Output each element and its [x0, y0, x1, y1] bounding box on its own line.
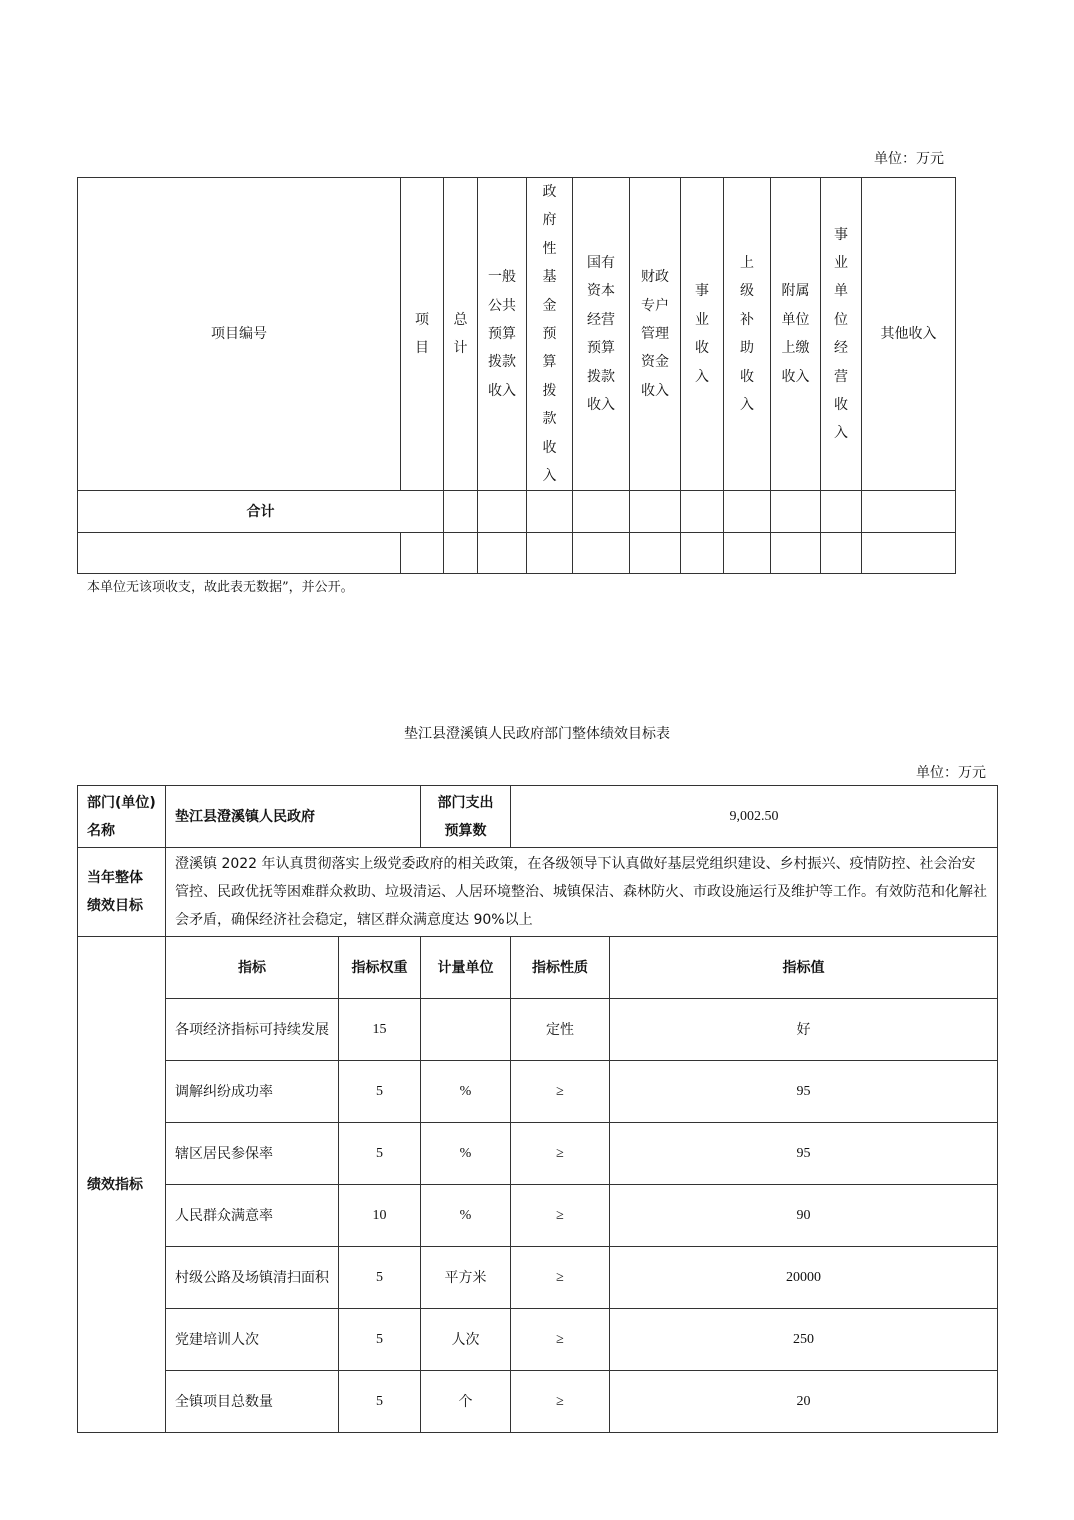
table-cell	[573, 491, 630, 533]
table-row	[78, 1123, 998, 1185]
indicator-name: 人民群众满意率	[166, 1185, 339, 1247]
header-line: 财政	[641, 269, 669, 286]
table-cell	[478, 491, 527, 533]
header-line: 目	[415, 340, 429, 357]
table1-header-cell	[444, 178, 478, 491]
indicator-nature: ≥	[511, 1371, 610, 1433]
header-line: 项目编号	[211, 326, 267, 343]
indicator-value: 20	[610, 1371, 998, 1433]
header-line: 计	[453, 340, 468, 357]
table1-header-cell	[862, 178, 956, 491]
performance-goal-table	[77, 785, 998, 1433]
header-line: 助	[740, 340, 754, 357]
table1-header-cell	[478, 178, 527, 491]
table-cell	[444, 533, 478, 574]
indicator-unit: 个	[421, 1371, 511, 1433]
header-line: 专户	[641, 297, 669, 314]
table1-header-cell	[401, 178, 444, 491]
indicator-value: 95	[610, 1123, 998, 1185]
indicator-unit: %	[421, 1123, 511, 1185]
header-line: 经营	[587, 311, 615, 328]
table-row	[78, 1061, 998, 1123]
column-header: 指标性质	[511, 937, 610, 999]
header-line: 基	[542, 269, 557, 286]
indicator-weight: 5	[339, 1123, 421, 1185]
header-line: 事	[695, 283, 709, 300]
header-line: 经	[834, 340, 848, 357]
table-row	[78, 999, 998, 1061]
header-line: 性	[542, 240, 557, 257]
indicator-unit	[421, 999, 511, 1061]
table-cell	[527, 491, 573, 533]
table1-header-cell	[573, 178, 630, 491]
income-table	[77, 177, 956, 574]
indicator-name: 辖区居民参保率	[166, 1123, 339, 1185]
indicator-name: 调解纠纷成功率	[166, 1061, 339, 1123]
header-line: 事	[834, 226, 848, 243]
table1-unit-label: 单位：万元	[874, 151, 944, 167]
header-line: 收入	[641, 382, 669, 399]
dept-row	[78, 786, 998, 848]
header-line: 收入	[488, 382, 516, 399]
indicator-value: 20000	[610, 1247, 998, 1309]
column-header: 计量单位	[421, 937, 511, 999]
table-cell	[630, 533, 681, 574]
header-line: 拨款	[587, 368, 615, 385]
indicator-name: 村级公路及场镇清扫面积	[166, 1247, 339, 1309]
indicator-nature: ≥	[511, 1247, 610, 1309]
header-line: 上缴	[781, 340, 810, 357]
goal-label: 当年整体绩效目标	[78, 848, 166, 937]
table-row	[78, 1247, 998, 1309]
indicator-nature: ≥	[511, 1123, 610, 1185]
table1-header-cell	[681, 178, 724, 491]
header-line: 附属	[781, 283, 810, 300]
header-line: 收	[740, 368, 754, 385]
indicator-nature: 定性	[511, 999, 610, 1061]
table1-empty-row	[78, 533, 956, 574]
header-line: 预算	[587, 340, 615, 357]
indicator-weight: 5	[339, 1309, 421, 1371]
table-cell	[681, 491, 724, 533]
header-line: 级	[740, 283, 754, 300]
header-line: 管理	[641, 326, 669, 343]
column-header: 指标	[166, 937, 339, 999]
table1-header-row	[78, 178, 956, 491]
indicator-header-row	[78, 937, 998, 999]
header-line: 政	[542, 184, 557, 200]
indicator-nature: ≥	[511, 1309, 610, 1371]
indicator-name: 各项经济指标可持续发展	[166, 999, 339, 1061]
indicator-name: 党建培训人次	[166, 1309, 339, 1371]
budget-value: 9,002.50	[511, 786, 998, 848]
indicator-unit: %	[421, 1061, 511, 1123]
table-cell	[444, 491, 478, 533]
table-cell	[478, 533, 527, 574]
table-cell	[573, 533, 630, 574]
indicator-unit: 平方米	[421, 1247, 511, 1309]
table-row	[78, 1309, 998, 1371]
indicator-name: 全镇项目总数量	[166, 1371, 339, 1433]
table2-title: 垫江县澄溪镇人民政府部门整体绩效目标表	[404, 726, 670, 742]
header-line: 拨	[542, 382, 557, 399]
table-cell	[862, 533, 956, 574]
header-line: 收	[542, 439, 557, 456]
header-line: 款	[542, 411, 557, 428]
header-line: 府	[542, 212, 557, 229]
table-cell	[862, 491, 956, 533]
table1-header-cell	[630, 178, 681, 491]
indicator-weight: 5	[339, 1371, 421, 1433]
goal-row	[78, 848, 998, 937]
header-line: 收入	[587, 397, 615, 414]
indicator-value: 95	[610, 1061, 998, 1123]
header-line: 收入	[781, 368, 810, 385]
table-cell	[771, 533, 821, 574]
table1-header-cell	[78, 178, 401, 491]
header-line: 公共	[488, 297, 516, 314]
dept-name: 垫江县澄溪镇人民政府	[166, 786, 421, 848]
table-cell	[724, 491, 771, 533]
header-line: 单	[834, 283, 848, 300]
table1-header-cell	[724, 178, 771, 491]
header-line: 金	[542, 297, 557, 314]
column-header: 指标权重	[339, 937, 421, 999]
header-line: 国有	[587, 255, 615, 272]
header-line: 资金	[641, 354, 669, 371]
header-line: 预算	[488, 326, 516, 343]
indicator-unit: 人次	[421, 1309, 511, 1371]
table2-unit-label: 单位：万元	[916, 765, 986, 781]
header-line: 总	[453, 311, 468, 328]
table-row	[78, 1371, 998, 1433]
header-line: 补	[740, 311, 754, 328]
header-line: 业	[834, 255, 848, 272]
header-line: 营	[834, 368, 848, 385]
header-line: 入	[740, 397, 754, 414]
header-line: 一般	[488, 269, 516, 286]
table-row	[78, 1185, 998, 1247]
indicator-value: 好	[610, 999, 998, 1061]
table-cell	[401, 533, 444, 574]
table-cell	[821, 533, 862, 574]
table-cell	[78, 533, 401, 574]
table-cell	[527, 533, 573, 574]
indicator-weight: 5	[339, 1247, 421, 1309]
header-line: 收	[834, 397, 848, 414]
table-cell	[724, 533, 771, 574]
indicator-nature: ≥	[511, 1061, 610, 1123]
header-line: 位	[834, 311, 848, 328]
table1-note: 本单位无该项收支，故此表无数据”，并公开。	[87, 580, 354, 595]
indicator-section-label: 绩效指标	[78, 937, 166, 1433]
budget-label: 部门支出预算数	[421, 786, 511, 848]
header-line: 业	[695, 311, 709, 328]
header-line: 入	[695, 368, 709, 385]
indicator-unit: %	[421, 1185, 511, 1247]
table1-total-row	[78, 491, 956, 533]
header-line: 其他收入	[880, 326, 937, 343]
header-line: 资本	[587, 283, 615, 300]
table1-header-cell	[821, 178, 862, 491]
table-cell	[821, 491, 862, 533]
header-line: 项	[415, 311, 429, 328]
header-line: 收	[695, 340, 709, 357]
table-cell	[630, 491, 681, 533]
table1-header-cell	[527, 178, 573, 491]
indicator-weight: 5	[339, 1061, 421, 1123]
indicator-weight: 10	[339, 1185, 421, 1247]
header-line: 入	[834, 425, 848, 442]
table1-header-cell	[771, 178, 821, 491]
header-line: 拨款	[488, 354, 516, 371]
indicator-nature: ≥	[511, 1185, 610, 1247]
dept-label: 部门(单位)名称	[78, 786, 166, 848]
indicator-value: 250	[610, 1309, 998, 1371]
header-line: 上	[740, 255, 754, 272]
table-cell	[681, 533, 724, 574]
indicator-value: 90	[610, 1185, 998, 1247]
header-line: 入	[542, 468, 557, 485]
header-line: 预	[542, 326, 557, 343]
total-label: 合计	[78, 491, 444, 533]
header-line: 单位	[781, 311, 810, 328]
indicator-weight: 15	[339, 999, 421, 1061]
column-header: 指标值	[610, 937, 998, 999]
header-line: 算	[542, 354, 557, 371]
table-cell	[771, 491, 821, 533]
goal-text: 澄溪镇 2022 年认真贯彻落实上级党委政府的相关政策，在各级领导下认真做好基层党组织建设、乡村振兴、疫情防控、社会治安管控、民政优抚等困难群众救助、垃圾清运、人居环境整治、城镇保洁、森林防火、市政设施运行及维护等工作。有效防范和化解社会矛盾，确保经济社会稳定，辖区群众满意度达 90%以上	[166, 848, 998, 937]
